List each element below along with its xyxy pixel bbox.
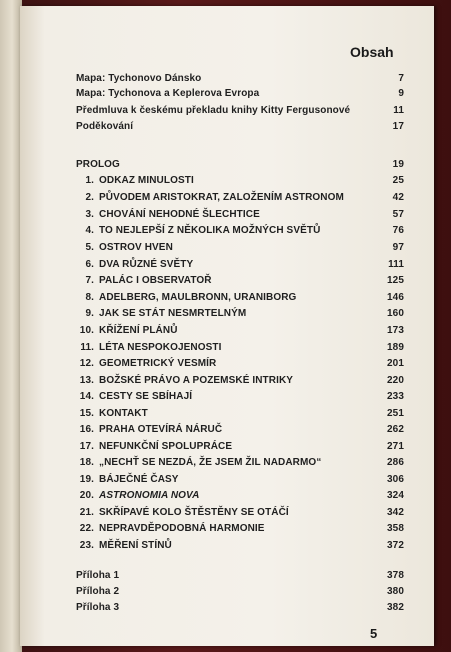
chapter-number: 3. bbox=[85, 209, 94, 220]
toc-chapter bbox=[76, 474, 406, 488]
chapter-page: 306 bbox=[387, 474, 404, 485]
chapter-number: 22. bbox=[79, 523, 94, 534]
chapter-page: 201 bbox=[387, 358, 404, 369]
chapter-page: 262 bbox=[387, 424, 404, 435]
chapter-number: 19. bbox=[79, 474, 94, 485]
toc-appendix bbox=[76, 570, 406, 584]
chapter-number: 15. bbox=[79, 408, 94, 419]
toc-chapter bbox=[76, 441, 406, 455]
toc-chapter bbox=[76, 375, 406, 389]
chapter-page: 358 bbox=[387, 523, 404, 534]
chapter-title: ADELBERG, MAULBRONN, URANIBORG bbox=[99, 292, 297, 303]
chapter-page: 76 bbox=[392, 225, 404, 236]
chapter-title: KONTAKT bbox=[99, 408, 148, 419]
chapter-title: ODKAZ MINULOSTI bbox=[99, 175, 194, 186]
chapter-page: 25 bbox=[392, 175, 404, 186]
chapter-number: 7. bbox=[85, 275, 94, 286]
toc-entry-page: 7 bbox=[398, 73, 404, 84]
chapter-number: 14. bbox=[79, 391, 94, 402]
chapter-number: 10. bbox=[79, 325, 94, 336]
toc-entry-label: Příloha 2 bbox=[76, 586, 120, 597]
chapter-title: PŮVODEM ARISTOKRAT, ZALOŽENÍM ASTRONOM bbox=[99, 192, 344, 203]
chapter-title: ASTRONOMIA NOVA bbox=[99, 490, 200, 501]
chapter-number: 9. bbox=[85, 308, 94, 319]
chapter-title: TO NEJLEPŠÍ Z NĚKOLIKA MOŽNÝCH SVĚTŮ bbox=[99, 225, 321, 236]
toc-entry-page: 19 bbox=[392, 159, 404, 170]
toc-entry-label: Příloha 1 bbox=[76, 570, 120, 581]
chapter-number: 5. bbox=[85, 242, 94, 253]
toc-chapter bbox=[76, 292, 406, 306]
chapter-page: 271 bbox=[387, 441, 404, 452]
toc-chapter bbox=[76, 342, 406, 356]
chapter-page: 286 bbox=[387, 457, 404, 468]
toc-chapter bbox=[76, 325, 406, 339]
chapter-page: 220 bbox=[387, 375, 404, 386]
book-spine bbox=[0, 0, 22, 652]
chapter-number: 2. bbox=[85, 192, 94, 203]
chapter-page: 372 bbox=[387, 540, 404, 551]
toc-chapter bbox=[76, 308, 406, 322]
toc-entry bbox=[76, 73, 406, 87]
chapter-number: 17. bbox=[79, 441, 94, 452]
toc-chapter bbox=[76, 523, 406, 537]
toc-prolog bbox=[76, 159, 406, 173]
toc-entry-label: Mapa: Tychonovo Dánsko bbox=[76, 73, 202, 84]
chapter-page: 97 bbox=[392, 242, 404, 253]
toc-chapter bbox=[76, 259, 406, 273]
toc-entry-page: 382 bbox=[387, 602, 404, 613]
toc-entry-label: Příloha 3 bbox=[76, 602, 120, 613]
chapter-title: „NECHŤ SE NEZDÁ, ŽE JSEM ŽIL NADARMO“ bbox=[99, 457, 322, 468]
chapter-page: 173 bbox=[387, 325, 404, 336]
chapter-number: 12. bbox=[79, 358, 94, 369]
chapter-number: 18. bbox=[79, 457, 94, 468]
chapter-number: 23. bbox=[79, 540, 94, 551]
chapter-page: 251 bbox=[387, 408, 404, 419]
chapter-page: 324 bbox=[387, 490, 404, 501]
toc-entry bbox=[76, 105, 406, 119]
chapter-page: 233 bbox=[387, 391, 404, 402]
toc-chapter bbox=[76, 457, 406, 471]
toc-chapter bbox=[76, 408, 406, 422]
toc-entry-page: 11 bbox=[393, 105, 404, 116]
toc-chapter bbox=[76, 242, 406, 256]
chapter-title: JAK SE STÁT NESMRTELNÝM bbox=[99, 308, 247, 319]
chapter-page: 342 bbox=[387, 507, 404, 518]
toc-entry-label: PROLOG bbox=[76, 159, 120, 170]
page-title: Obsah bbox=[350, 44, 394, 60]
toc-entry bbox=[76, 121, 406, 135]
toc-appendix bbox=[76, 602, 406, 616]
chapter-number: 20. bbox=[79, 490, 94, 501]
toc-chapter bbox=[76, 391, 406, 405]
chapter-title: DVA RŮZNÉ SVĚTY bbox=[99, 259, 194, 270]
chapter-title: MĚŘENÍ STÍNŮ bbox=[99, 540, 172, 551]
toc-chapter bbox=[76, 424, 406, 438]
chapter-title: KŘÍŽENÍ PLÁNŮ bbox=[99, 325, 178, 336]
toc-chapter bbox=[76, 540, 406, 554]
chapter-page: 125 bbox=[387, 275, 404, 286]
toc-entry-page: 17 bbox=[392, 121, 404, 132]
chapter-title: GEOMETRICKÝ VESMÍR bbox=[99, 358, 217, 369]
chapter-title: NEFUNKČNÍ SPOLUPRÁCE bbox=[99, 441, 233, 452]
toc-chapter bbox=[76, 192, 406, 206]
chapter-title: CESTY SE SBÍHAJÍ bbox=[99, 391, 193, 402]
toc-entry-label: Mapa: Tychonova a Keplerova Evropa bbox=[76, 88, 260, 99]
chapter-title: CHOVÁNÍ NEHODNÉ ŠLECHTICE bbox=[99, 209, 260, 220]
toc-chapter bbox=[76, 358, 406, 372]
toc-entry-label: Poděkování bbox=[76, 121, 134, 132]
chapter-number: 16. bbox=[79, 424, 94, 435]
chapter-page: 57 bbox=[392, 209, 404, 220]
chapter-page: 189 bbox=[387, 342, 404, 353]
chapter-number: 21. bbox=[79, 507, 94, 518]
chapter-title: BOŽSKÉ PRÁVO A POZEMSKÉ INTRIKY bbox=[99, 375, 294, 386]
chapter-number: 4. bbox=[85, 225, 94, 236]
chapter-number: 13. bbox=[79, 375, 94, 386]
toc-entry-page: 9 bbox=[398, 88, 404, 99]
chapter-title: PRAHA OTEVÍRÁ NÁRUČ bbox=[99, 424, 223, 435]
chapter-title: SKŘÍPAVÉ KOLO ŠTĚSTĚNY SE OTÁČÍ bbox=[99, 507, 289, 518]
chapter-page: 146 bbox=[387, 292, 404, 303]
chapter-title: NEPRAVDĚPODOBNÁ HARMONIE bbox=[99, 523, 265, 534]
toc-entry-page: 380 bbox=[387, 586, 404, 597]
chapter-page: 42 bbox=[392, 192, 404, 203]
chapter-title: OSTROV HVEN bbox=[99, 242, 173, 253]
chapter-number: 6. bbox=[85, 259, 94, 270]
toc-entry bbox=[76, 88, 406, 102]
chapter-title: PALÁC I OBSERVATOŘ bbox=[99, 275, 212, 286]
toc-chapter bbox=[76, 175, 406, 189]
toc-chapter bbox=[76, 275, 406, 289]
page-number: 5 bbox=[370, 626, 378, 641]
toc-chapter bbox=[76, 507, 406, 521]
chapter-number: 1. bbox=[85, 175, 94, 186]
chapter-number: 8. bbox=[85, 292, 94, 303]
toc-entry-page: 378 bbox=[387, 570, 404, 581]
toc-appendix bbox=[76, 586, 406, 600]
chapter-page: 160 bbox=[387, 308, 404, 319]
toc-chapter bbox=[76, 225, 406, 239]
chapter-title: BÁJEČNÉ ČASY bbox=[99, 474, 179, 485]
book-page bbox=[20, 6, 434, 646]
chapter-title: LÉTA NESPOKOJENOSTI bbox=[99, 342, 222, 353]
toc-chapter bbox=[76, 209, 406, 223]
toc-entry-label: Předmluva k českému překladu knihy Kitty Fergusonové bbox=[76, 105, 351, 116]
chapter-page: 111 bbox=[388, 259, 404, 270]
chapter-number: 11. bbox=[80, 342, 94, 353]
toc-chapter bbox=[76, 490, 406, 504]
